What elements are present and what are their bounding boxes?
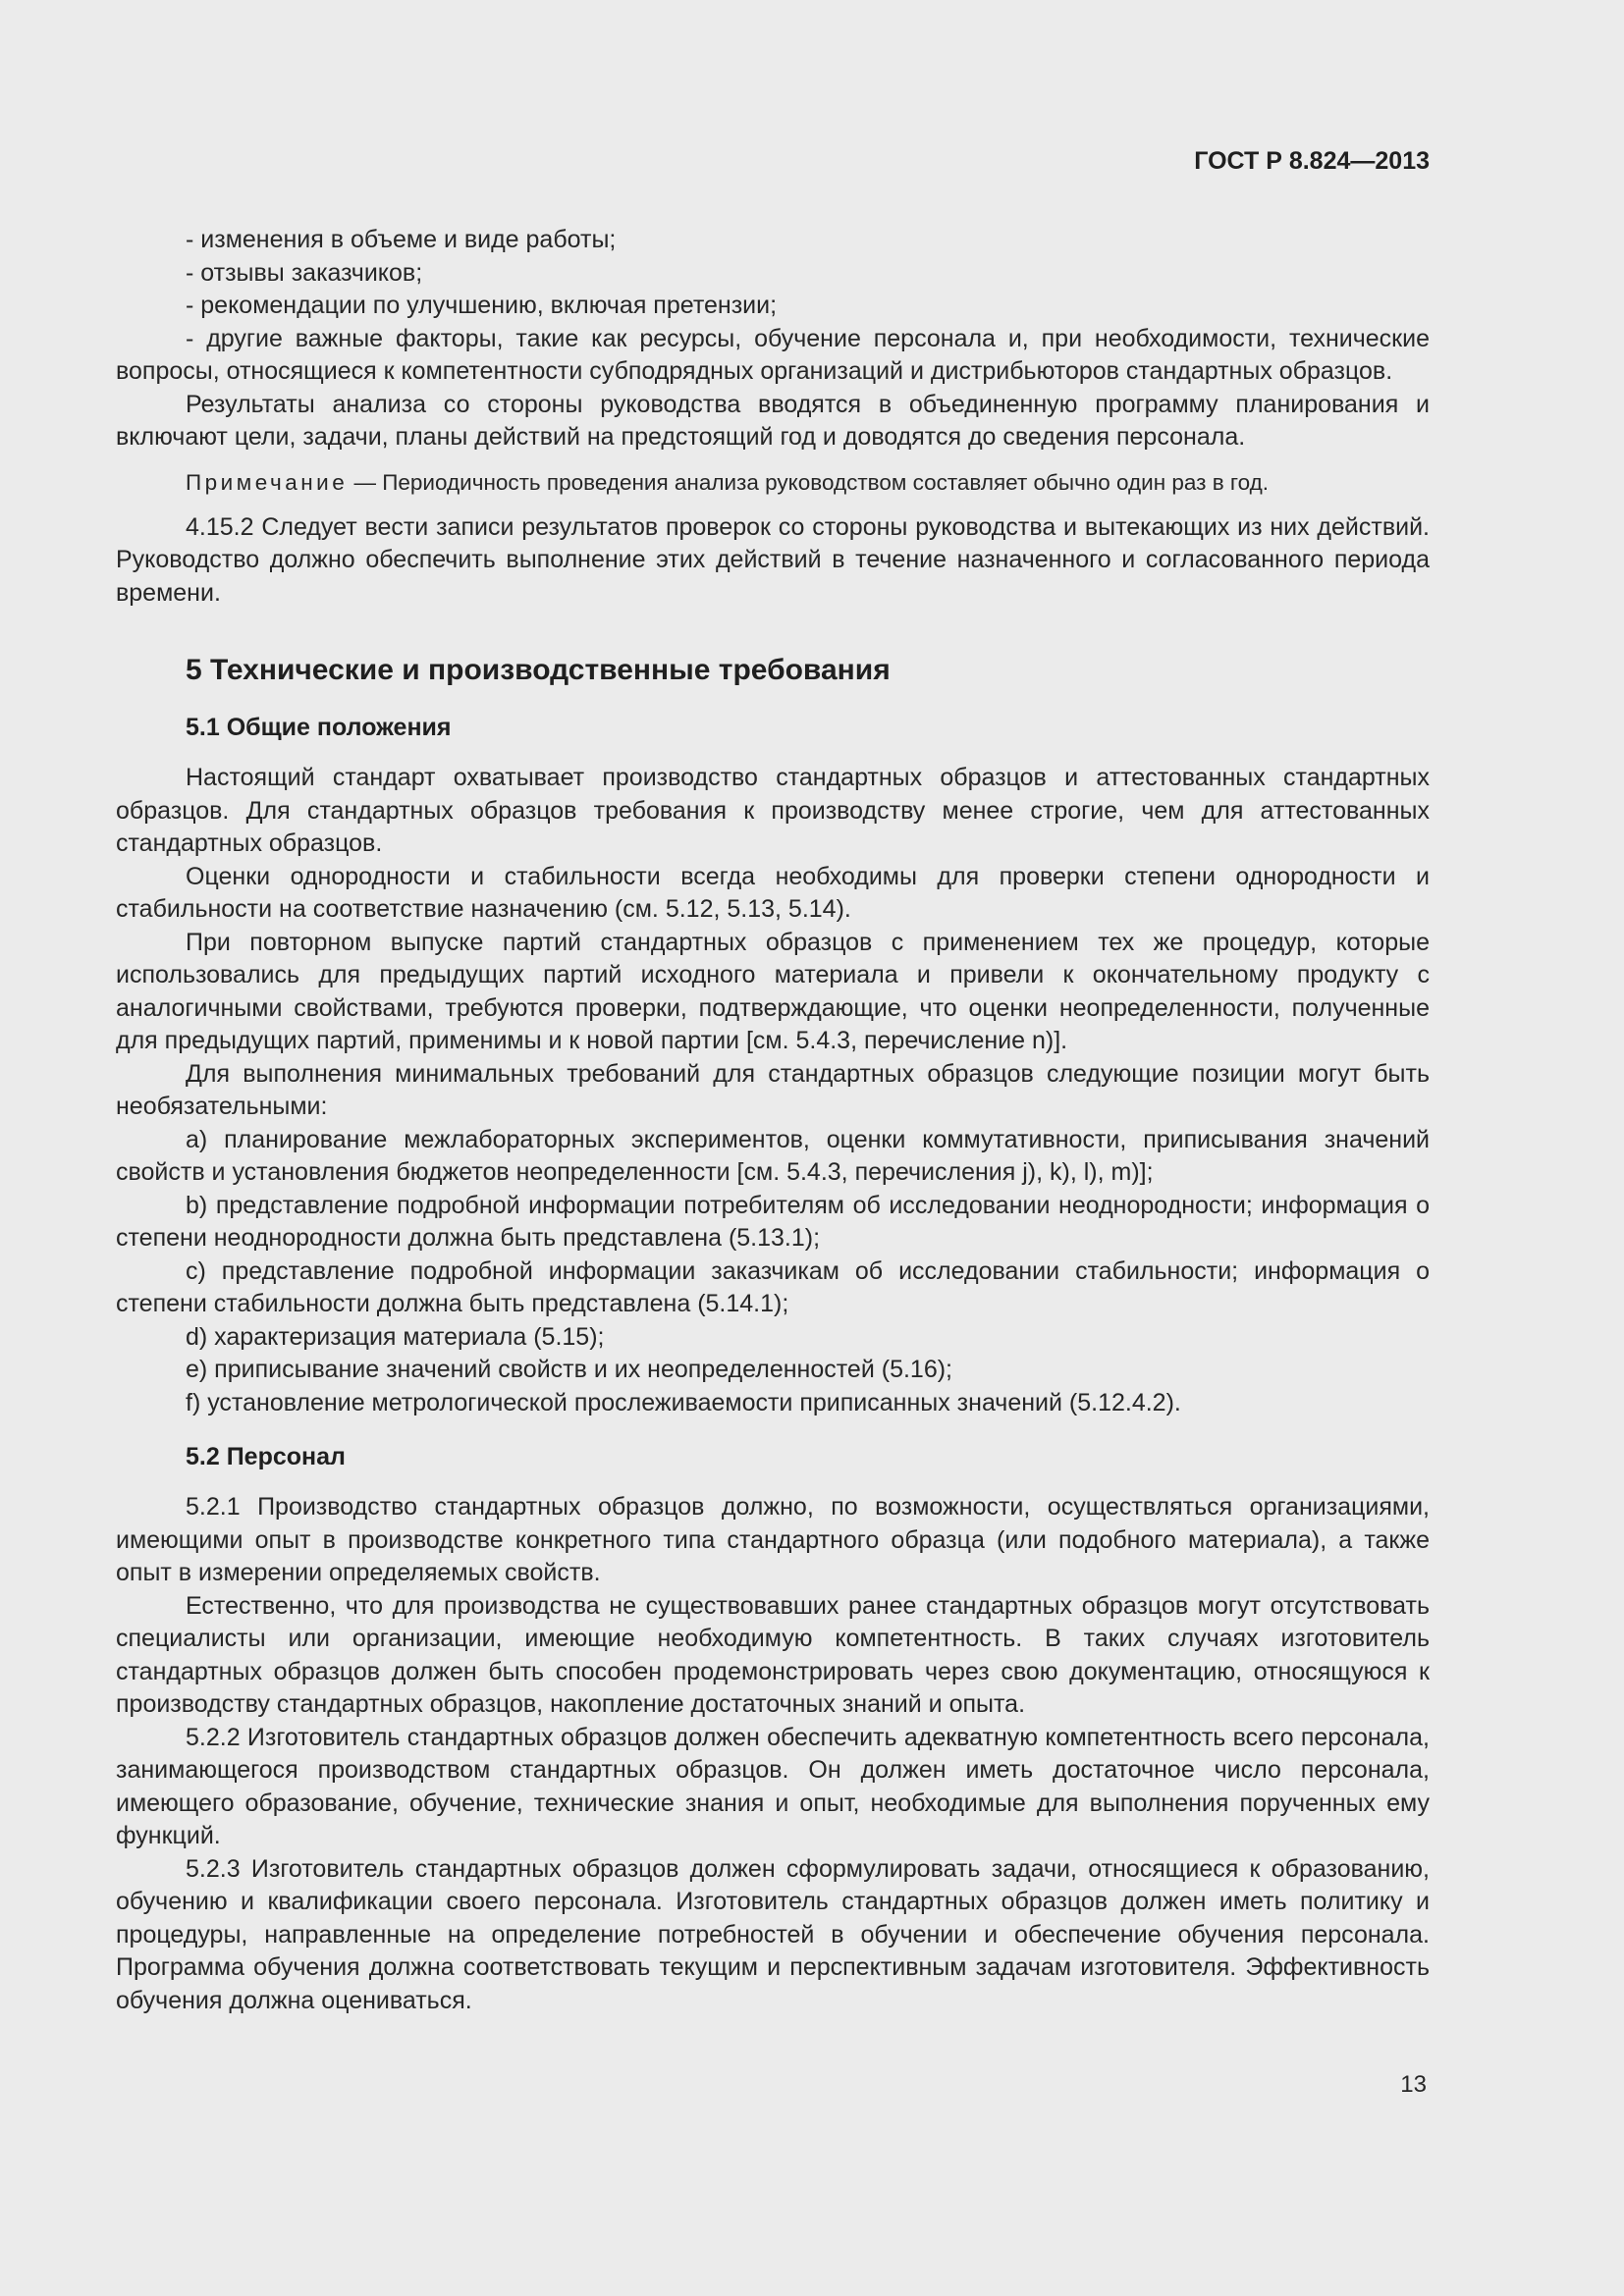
paragraph: Оценки однородности и стабильности всегда необходимы для проверки степени однородности и стабильности на соответствие назначению (см. 5.12, 5.13, 5.14). [116,862,1430,923]
subsection-heading: 5.2 Персонал [186,1443,346,1470]
paragraph: При повторном выпуске партий стандартных образцов с применением тех же процедур, которые использовались для предыдущих партий исходного материала и привели к окончательному продукту с аналогичными свойствами, требуются проверки, подтверждающие, что оценки неопределенности, полученные для предыдущих партий, применимы и к новой партии [см. 5.4.3, перечисление n)]. [116,928,1430,1054]
paragraph: Результаты анализа со стороны руководства вводятся в объединенную программу планирования и включают цели, задачи, планы действий на предстоящий год и доводятся до сведения персонала. [116,390,1430,451]
paragraph: 5.2.2 Изготовитель стандартных образцов должен обеспечить адекватную компетентность всего персонала, занимающегося производством стандартных образцов. Он должен иметь достаточное число персонала, имеющего образование, обучение, технические знания и опыт, необходимые для выполнения порученных ему функций. [116,1723,1430,1849]
page-number: 13 [1400,2071,1427,2098]
note-label: Примечание [186,469,349,495]
page-content [116,224,1430,2017]
list-item: - другие важные факторы, такие как ресурсы, обучение персонала и, при необходимости, технические вопросы, относящиеся к компетентности субподрядных организаций и дистрибьюторов стандартных образцов. [116,324,1430,385]
note-text: — Периодичность проведения анализа руководством составляет обычно один раз в год. [348,469,1270,495]
note [116,468,1430,498]
paragraph: Естественно, что для производства не существовавших ранее стандартных образцов могут отсутствовать специалисты или организации, имеющие необходимую компетентность. В таких случаях изготовитель стандартных образцов должен быть способен продемонстрировать через свою документацию, относящуюся к производству стандартных образцов, накопление достаточных знаний и опыта. [116,1591,1430,1718]
paragraph: 5.2.3 Изготовитель стандартных образцов должен сформулировать задачи, относящиеся к образованию, обучению и квалификации своего персонала. Изготовитель стандартных образцов должен иметь политику и процедуры, направленные на определение потребностей в обучении и обеспечение обучения персонала. Программа обучения должна соответствовать текущим и перспективным задачам изготовителя. Эффективность обучения должна оцениваться. [116,1854,1430,2014]
list-item: b) представление подробной информации потребителям об исследовании неоднородности; информация о степени неоднородности должна быть представлена (5.13.1); [116,1191,1430,1252]
document-header: ГОСТ Р 8.824—2013 [1194,147,1430,175]
paragraph: Для выполнения минимальных требований для стандартных образцов следующие позиции могут быть необязательными: [116,1059,1430,1120]
subsection-heading: 5.1 Общие положения [186,714,452,741]
list-item: - отзывы заказчиков; [186,258,423,287]
paragraph: Настоящий стандарт охватывает производство стандартных образцов и аттестованных стандартных образцов. Для стандартных образцов требования к производству менее строгие, чем для аттестованных стандартных образцов. [116,764,1430,857]
list-item: - рекомендации по улучшению, включая претензии; [186,292,778,319]
list-item: - изменения в объеме и виде работы; [186,226,617,253]
list-item: e) приписывание значений свойств и их неопределенностей (5.16); [186,1356,952,1383]
list-item: d) характеризация материала (5.15); [186,1322,605,1351]
paragraph: 4.15.2 Следует вести записи результатов проверок со стороны руководства и вытекающих из них действий. Руководство должно обеспечить выполнение этих действий в течение назначенного и согласованного периода времени. [116,512,1430,607]
list-item: f) установление метрологической прослеживаемости приписанных значений (5.12.4.2). [186,1388,1181,1416]
list-item: c) представление подробной информации заказчикам об исследовании стабильности; информация о степени стабильности должна быть представлена (5.14.1); [116,1256,1430,1317]
list-item: а) планирование межлабораторных экспериментов, оценки коммутативности, приписывания значений свойств и установления бюджетов неопределенности [см. 5.4.3, перечисления j), k), l), m)]; [116,1125,1430,1186]
paragraph: 5.2.1 Производство стандартных образцов должно, по возможности, осуществляться организациями, имеющими опыт в производстве конкретного типа стандартного образца (или подобного материала), а также опыт в измерении определяемых свойств. [116,1493,1430,1586]
section-heading: 5 Технические и производственные требования [186,654,891,686]
